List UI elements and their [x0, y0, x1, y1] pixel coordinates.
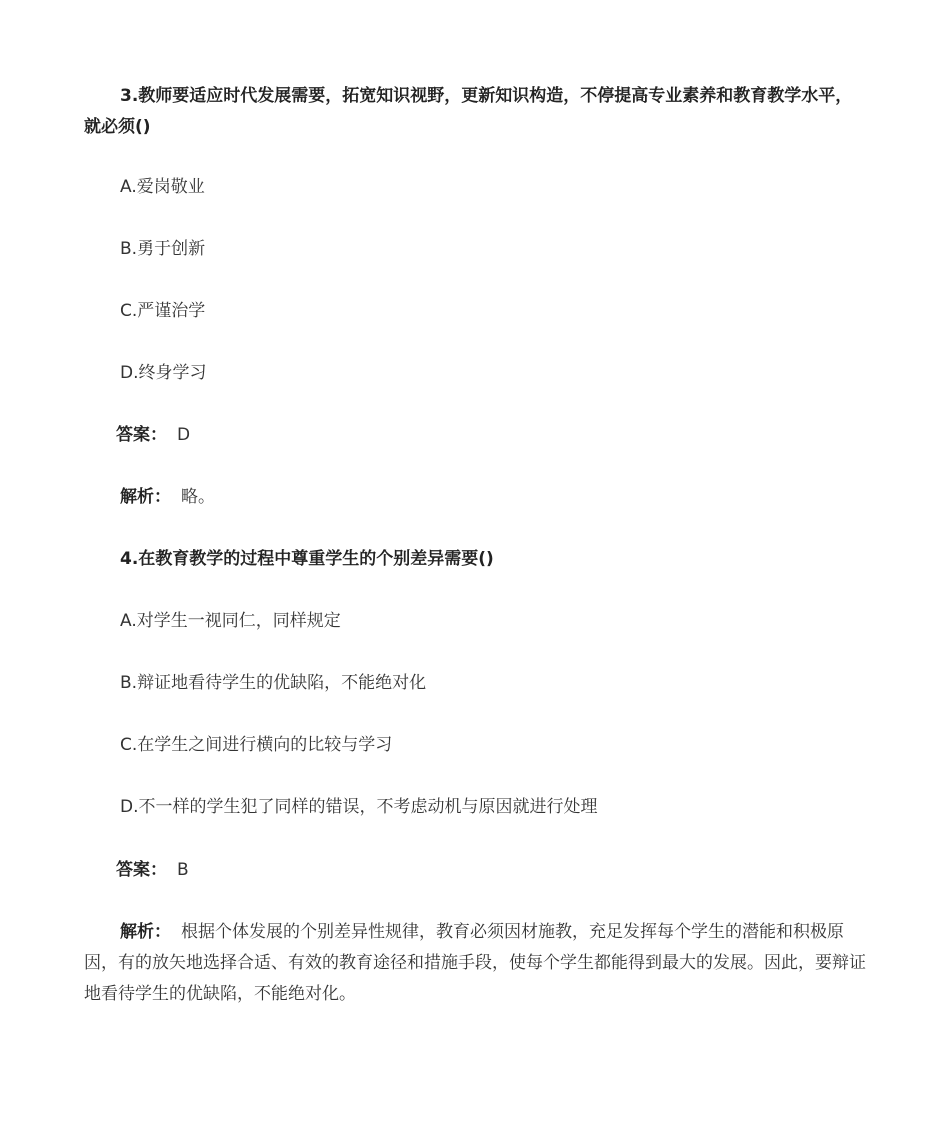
analysis-text: 根据个体发展的个别差异性规律，教育必须因材施教，充足发挥每个学生的潜能和积极原因，有的放矢地选择合适、有效的教育途径和措施手段，使每个学生都能得到最大的发展。因此，要辩证地看待学生的优缺陷，不能绝对化。: [84, 922, 866, 1004]
question-3-option-d: D.终身学习: [120, 363, 207, 383]
question-4-analysis: [84, 917, 868, 1010]
question-4-option-c: C.在学生之间进行横向的比较与学习: [120, 735, 393, 755]
question-4-stem: 4.在教育教学的过程中尊重学生的个别差异需要(): [120, 549, 494, 569]
answer-label: 答案：: [116, 860, 167, 880]
question-4-option-d: D.不一样的学生犯了同样的错误，不考虑动机与原因就进行处理: [120, 797, 598, 817]
question-4-option-a: A.对学生一视同仁，同样规定: [120, 611, 341, 631]
question-3-option-c: C.严谨治学: [120, 301, 206, 321]
analysis-label: 解析：: [120, 922, 171, 942]
answer-value: B: [177, 860, 189, 880]
question-3-answer: [84, 420, 900, 451]
answer-value: D: [177, 425, 191, 445]
question-4-answer: [84, 855, 900, 886]
question-3-option-a: A.爱岗敬业: [120, 177, 205, 197]
analysis-label: 解析：: [120, 487, 171, 507]
question-3-stem: 3.教师要适应时代发展需要，拓宽知识视野，更新知识构造，不停提高专业素养和教育教学水平，就必须(): [84, 86, 853, 137]
question-4-option-b: B.辩证地看待学生的优缺陷，不能绝对化: [120, 673, 427, 693]
question-3-analysis: [84, 482, 904, 513]
answer-label: 答案：: [116, 425, 167, 445]
analysis-text: 略。: [181, 487, 215, 507]
question-3-option-b: B.勇于创新: [120, 239, 206, 259]
